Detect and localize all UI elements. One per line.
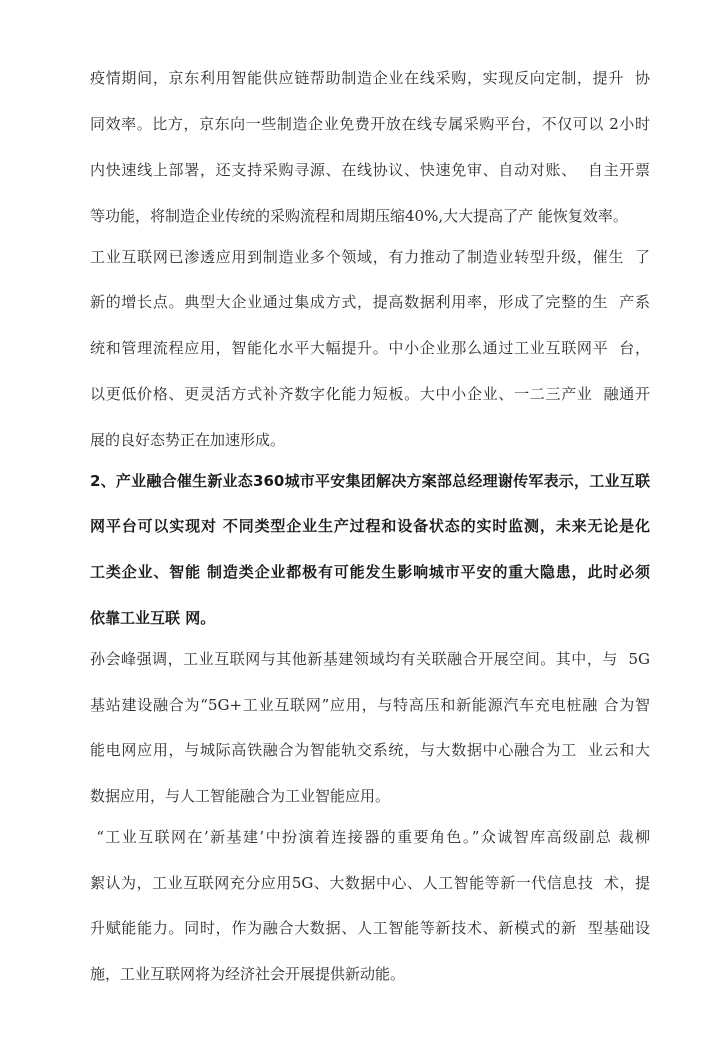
paragraph-3-line-4: 依靠工业互联 网。: [90, 609, 216, 627]
paragraph-1-line-3: 内快速线上部署，还支持采购寻源、在线协议、快速免审、自动对账、 自主开票: [90, 161, 650, 179]
paragraph-3-line-2: 网平台可以实现对 不同类型企业生产过程和设备状态的实时监测，未来无论是化: [90, 517, 650, 535]
paragraph-4-line-2: 基站建设融合为“5G+工业互联网”应用，与特高压和新能源汽车充电桩融 合为智: [90, 696, 650, 714]
paragraph-4-line-1: 孙会峰强调，工业互联网与其他新基建领域均有关联融合开展空间。其中，与 5G: [90, 650, 650, 668]
paragraph-5-line-1: “工业互联网在’新基建’中扮演着连接器的重要角色。”众诚智库高级副总 裁柳: [90, 828, 650, 846]
paragraph-2-line-2: 新的增长点。典型大企业通过集成方式，提高数据利用率，形成了完整的生 产系: [90, 293, 650, 311]
paragraph-1-line-1: 疫情期间，京东利用智能供应链帮助制造企业在线采购，实现反向定制，提升 协: [90, 69, 650, 87]
paragraph-5-line-4: 施，工业互联网将为经济社会开展提供新动能。: [90, 965, 406, 983]
paragraph-1-line-2: 同效率。比方，京东向一些制造企业免费开放在线专属采购平台，不仅可以 2小时: [90, 115, 650, 133]
paragraph-5-line-2: 絮认为，工业互联网充分应用5G、大数据中心、人工智能等新一代信息技 术，提: [90, 874, 650, 892]
paragraph-1-line-4: 等功能，将制造企业传统的采购流程和周期压缩40%,大大提高了产 能恢复效率。: [90, 207, 628, 225]
paragraph-3-line-1: 2、产业融合催生新业态360城市平安集团解决方案部总经理谢传军表示，工业互联: [90, 472, 650, 490]
paragraph-4-line-3: 能电网应用，与城际高铁融合为智能轨交系统，与大数据中心融合为工 业云和大: [90, 741, 650, 759]
paragraph-2-line-1: 工业互联网已渗透应用到制造业多个领域，有力推动了制造业转型升级，催生 了: [90, 248, 650, 266]
paragraph-4-line-4: 数据应用，与人工智能融合为工业智能应用。: [90, 787, 391, 805]
paragraph-2-line-5: 展的良好态势正在加速形成。: [90, 431, 286, 449]
paragraph-2-line-4: 以更低价格、更灵活方式补齐数字化能力短板。大中小企业、一二三产业 融通开: [90, 385, 650, 403]
paragraph-3-line-3: 工类企业、智能 制造类企业都极有可能发生影响城市平安的重大隐患，此时必须: [90, 563, 650, 581]
paragraph-5-line-3: 升赋能能力。同时，作为融合大数据、人工智能等新技术、新模式的新 型基础设: [90, 919, 650, 937]
paragraph-2-line-3: 统和管理流程应用，智能化水平大幅提升。中小企业那么通过工业互联网平 台，: [90, 339, 650, 357]
